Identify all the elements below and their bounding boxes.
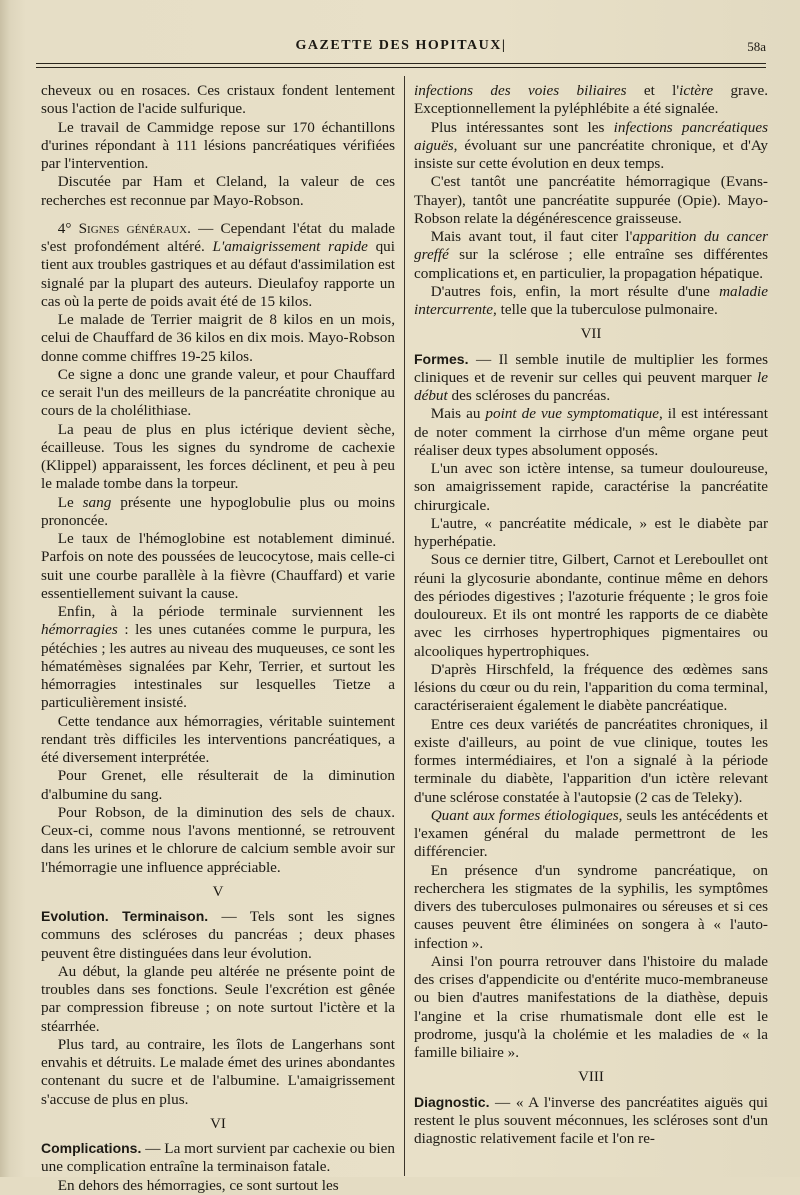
item-number: 4° [57,219,72,237]
paragraph-formes: Formes. — Il semble inutile de multiplier les formes cliniques et de revenir sur celles qui peuvent marquer le début des scléroses du pancréas. [414,350,768,404]
paragraph: Pour Grenet, elle résulterait de la diminution d'albumine du sang. [41,767,395,803]
paragraph: Entre ces deux variétés de pancréatites chroniques, il existe d'ailleurs, au point de vue clinique, toutes les formes intermédiaires, et l'on a signalé à la période terminale du diabète, l'apparition d'un ictère relevant d'une sclérose constatée à l'autopsie (2 cas de Teleky). [414,715,768,806]
paragraph: Mais au point de vue symptomatique, il est intéressant de noter comment la cirrhose d'un même organe peut réaliser deux types absolument opposés. [414,405,768,459]
paragraph: Ainsi l'on pourra retrouver dans l'histoire du malade des crises d'appendicite ou d'entérite muco-membraneuse ou bien d'autres manifestations de la diathèse, depuis l'angine et la crise rhumatismale dont elle est le prodrome, jusqu'à la cholémie et les maladies de « la famille biliaire ». [414,952,768,1061]
column-divider [404,76,405,1176]
paragraph: D'autres fois, enfin, la mort résulte d'une maladie intercurrente, telle que la tuberculose pulmonaire. [414,282,768,318]
paragraph: Cette tendance aux hémorragies, véritable suintement rendant très difficiles les interventions pancréatiques, a été diversement interprétée. [41,712,395,766]
paragraph: Sous ce dernier titre, Gilbert, Carnot et Lereboullet ont réuni la glycosurie abondante, continue même en dehors des périodes digestives ; l'azoturie fréquente ; le gros foie douloureux. Et ils ont montré les rapports de ce diabète avec les cirrhoses hypertrophiques pigmentaires ou alcooliques hypertrophiques. [414,551,768,660]
paragraph: D'après Hirschfeld, la fréquence des œdèmes sans lésions du cœur ou du rein, l'apparition du coma terminal, caractériseraient également le diabète pancréatique. [414,660,768,715]
paragraph: Le sang présente une hypoglobulie plus ou moins prononcée. [41,493,395,529]
paragraph-complications: Complications. — La mort survient par cachexie ou bien une complication entraîne la terminaison fatale. [41,1140,395,1176]
header-rule-bottom [36,67,766,68]
section-number: VI [210,1115,226,1132]
paragraph: Quant aux formes étiologiques, seuls les antécédents et l'examen général du malade permettront de les différencier. [414,806,768,861]
section-number: V [212,883,224,900]
page-header [36,36,766,58]
paragraph: L'autre, « pancréatite médicale, » est le diabète par hyperhépatie. [414,514,768,550]
section-heading: Complications. [41,1140,142,1156]
paragraph: L'un avec son ictère intense, sa tumeur douloureuse, son amaigrissement rapide, caractérise la pancréatite chirurgicale. [414,460,768,514]
paragraph-evolution: Evolution. Terminaison. — Tels sont les signes communs des scléroses du pancréas ; deux phases peuvent être distinguées dans leur évolution. [41,908,395,962]
paragraph: C'est tantôt une pancréatite hémorragique (Evans-Thayer), tantôt une pancréatite suppurée (Opie). Mayo-Robson relate la dégénérescence graisseuse. [414,173,768,227]
paragraph-diagnostic: Diagnostic. — « A l'inverse des pancréatites aiguës qui restent le plus souvent méconnues, les scléroses sont d'un diagnostic relativement facile et l'on re- [414,1093,768,1147]
running-title: GAZETTE DES HOPITAUX| [295,38,507,53]
paragraph: Au début, la glande peu altérée ne présente point de troubles dans ses fonctions. Seule l'excrétion est gênée par compression fibreuse ; on note surtout l'ictère et la stéarrhée. [41,962,395,1035]
paragraph: infections des voies biliaires et l'ictère grave. Exceptionnellement la pyléphlébite a été signalée. [414,82,768,118]
paragraph: Plus intéressantes sont les infections pancréatiques aiguës, évoluant sur une pancréatite chronique, et d'Ay insiste sur cette évolution en deux temps. [414,118,768,172]
paragraph: Plus tard, au contraire, les îlots de Langerhans sont envahis et détruits. Le malade émet des urines abondantes contenant du sucre et de l'albumine. L'amaigrissement s'accuse de plus en plus. [41,1035,395,1108]
section-number: VII [580,326,602,343]
paragraph: En présence d'un syndrome pancréatique, on recherchera les stigmates de la syphilis, les symptômes divers des tuberculoses pulmonaires ou séreuses et si ces causes peuvent être éliminées on songera à « l'auto-infection ». [414,861,768,952]
paragraph: La peau de plus en plus ictérique devient sèche, écailleuse. Tous les signes du syndrome de cachexie (Klippel) apparaissent, les forces déclinent, et peu à peu le malade tombe dans la torpeur. [41,420,395,493]
paragraph: En dehors des hémorragies, ce sont surtout les [57,1176,339,1194]
paragraph: Mais avant tout, il faut citer l'apparition du cancer greffé sur la sclérose ; elle entraîne ses différentes complications et, en particulier, la propagation hépatique. [414,228,768,282]
section-heading: Signes généraux. [78,219,191,237]
section-heading: Formes. [414,350,469,367]
left-column [41,82,395,1194]
page-number: 58a [747,39,766,54]
paragraph: Le travail de Cammidge repose sur 170 échantillons d'urines répondant à 111 lésions pancréatiques vérifiées par l'intervention. [41,118,395,172]
paragraph: cheveux ou en rosaces. Ces cristaux fondent lentement sous l'action de l'acide sulfurique. [41,82,395,118]
section-heading: Diagnostic. [414,1093,490,1110]
section-heading: Evolution. Terminaison. [41,908,209,924]
paragraph: Enfin, à la période terminale surviennent les hémorragies : les unes cutanées comme le purpura, les pétéchies ; les autres au niveau des muqueuses, ce sont les hématémèses signalées par Kehr, Terrier, et surtout les hémorragies intestinales sur lesquelles Tietze a particulièrement insisté. [41,603,395,712]
header-rule-top [36,63,766,64]
paragraph: Le malade de Terrier maigrit de 8 kilos en un mois, celui de Chauffard de 36 kilos en dix mois. Mayo-Robson donne comme chiffres 19-25 kilos. [41,311,395,365]
paragraph: Le taux de l'hémoglobine est notablement diminué. Parfois on note des poussées de leucocytose, mais celle-ci suit une courbe parallèle à la fièvre (Chauffard) et varie essentiellement suivant la cause. [41,530,395,602]
paragraph: Ce signe a donc une grande valeur, et pour Chauffard ce serait l'un des meilleurs de la pancréatite chronique au cours de la cholélithiase. [41,365,395,420]
right-column [414,82,768,1172]
paragraph: Pour Robson, de la diminution des sels de chaux. Ceux-ci, comme nous l'avons mentionné, se retrouvent dans les urines et le chlorure de calcium semble avoir sur l'hémorragie une influence appréciable. [41,803,395,876]
section-number: VIII [578,1069,604,1086]
paragraph: Discutée par Ham et Cleland, la valeur de ces recherches est reconnue par Mayo-Robson. [41,173,395,209]
paragraph-signes-generaux: 4° Signes généraux. — Cependant l'état du malade s'est profondément altéré. L'amaigrissement rapide qui tient aux troubles gastriques et au défaut d'assimilation est signalé par la plupart des auteurs. Dieulafoy rapporte un cas où la perte de poids avait été de 15 kilos. [41,219,395,310]
